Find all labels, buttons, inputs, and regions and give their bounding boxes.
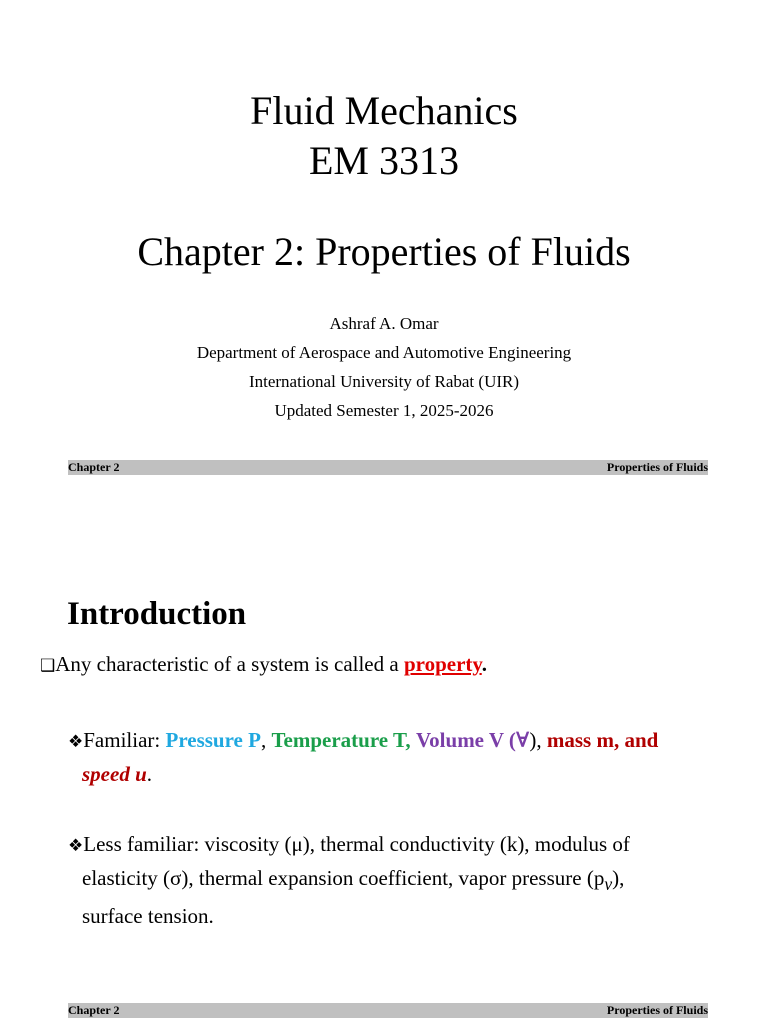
- bullet-familiar: [68, 724, 728, 790]
- bullet-end: .: [146, 762, 152, 786]
- footer-chapter: Chapter 2: [68, 460, 120, 474]
- property-term: property: [403, 652, 482, 676]
- diamond-bullet-icon: ❖: [68, 732, 84, 751]
- pressure-term: Pressure P: [165, 728, 261, 752]
- footer-chapter: Chapter 2: [68, 1003, 120, 1017]
- less-familiar-line2: [68, 862, 624, 900]
- bullet-text: Any characteristic of a system is called a: [55, 652, 404, 676]
- bullet-less-familiar: [68, 828, 708, 932]
- university-name: International University of Rabat (UIR): [248, 372, 520, 391]
- vapor-subscript: v: [604, 874, 613, 895]
- chapter-title: Chapter 2: Properties of Fluids: [137, 229, 631, 274]
- footer-topic: Properties of Fluids: [606, 460, 708, 474]
- updated-semester: Updated Semester 1, 2025-2026: [274, 401, 494, 420]
- course-title: Fluid Mechanics: [250, 88, 518, 133]
- bullet-property: [40, 648, 487, 682]
- course-code: EM 3313: [309, 138, 459, 183]
- slide-footer: [68, 1003, 708, 1018]
- line2-text: elasticity (σ), thermal expansion coefficient, vapor pressure (p: [82, 866, 605, 890]
- temperature-term: Temperature T,: [271, 728, 411, 752]
- department-name: Department of Aerospace and Automotive Engineering: [196, 343, 572, 362]
- separator: ,: [260, 728, 272, 752]
- footer-topic: Properties of Fluids: [606, 1003, 708, 1017]
- volume-term: Volume V (∀: [415, 728, 530, 752]
- less-familiar-line3: surface tension.: [82, 904, 214, 929]
- line2-end: ),: [612, 866, 625, 890]
- less-familiar-line1: Less familiar: viscosity (μ), thermal conductivity (k), modulus of: [83, 832, 630, 856]
- speed-term: speed u: [82, 762, 147, 786]
- square-bullet-icon: ❑: [40, 656, 56, 675]
- separator: ),: [529, 728, 547, 752]
- familiar-label: Familiar:: [83, 728, 166, 752]
- author-name: Ashraf A. Omar: [329, 314, 439, 333]
- bullet-end: .: [481, 652, 487, 676]
- slide-footer: [68, 460, 708, 475]
- section-heading: Introduction: [67, 596, 247, 632]
- mass-term: mass m, and: [546, 728, 659, 752]
- diamond-bullet-icon: ❖: [68, 836, 84, 855]
